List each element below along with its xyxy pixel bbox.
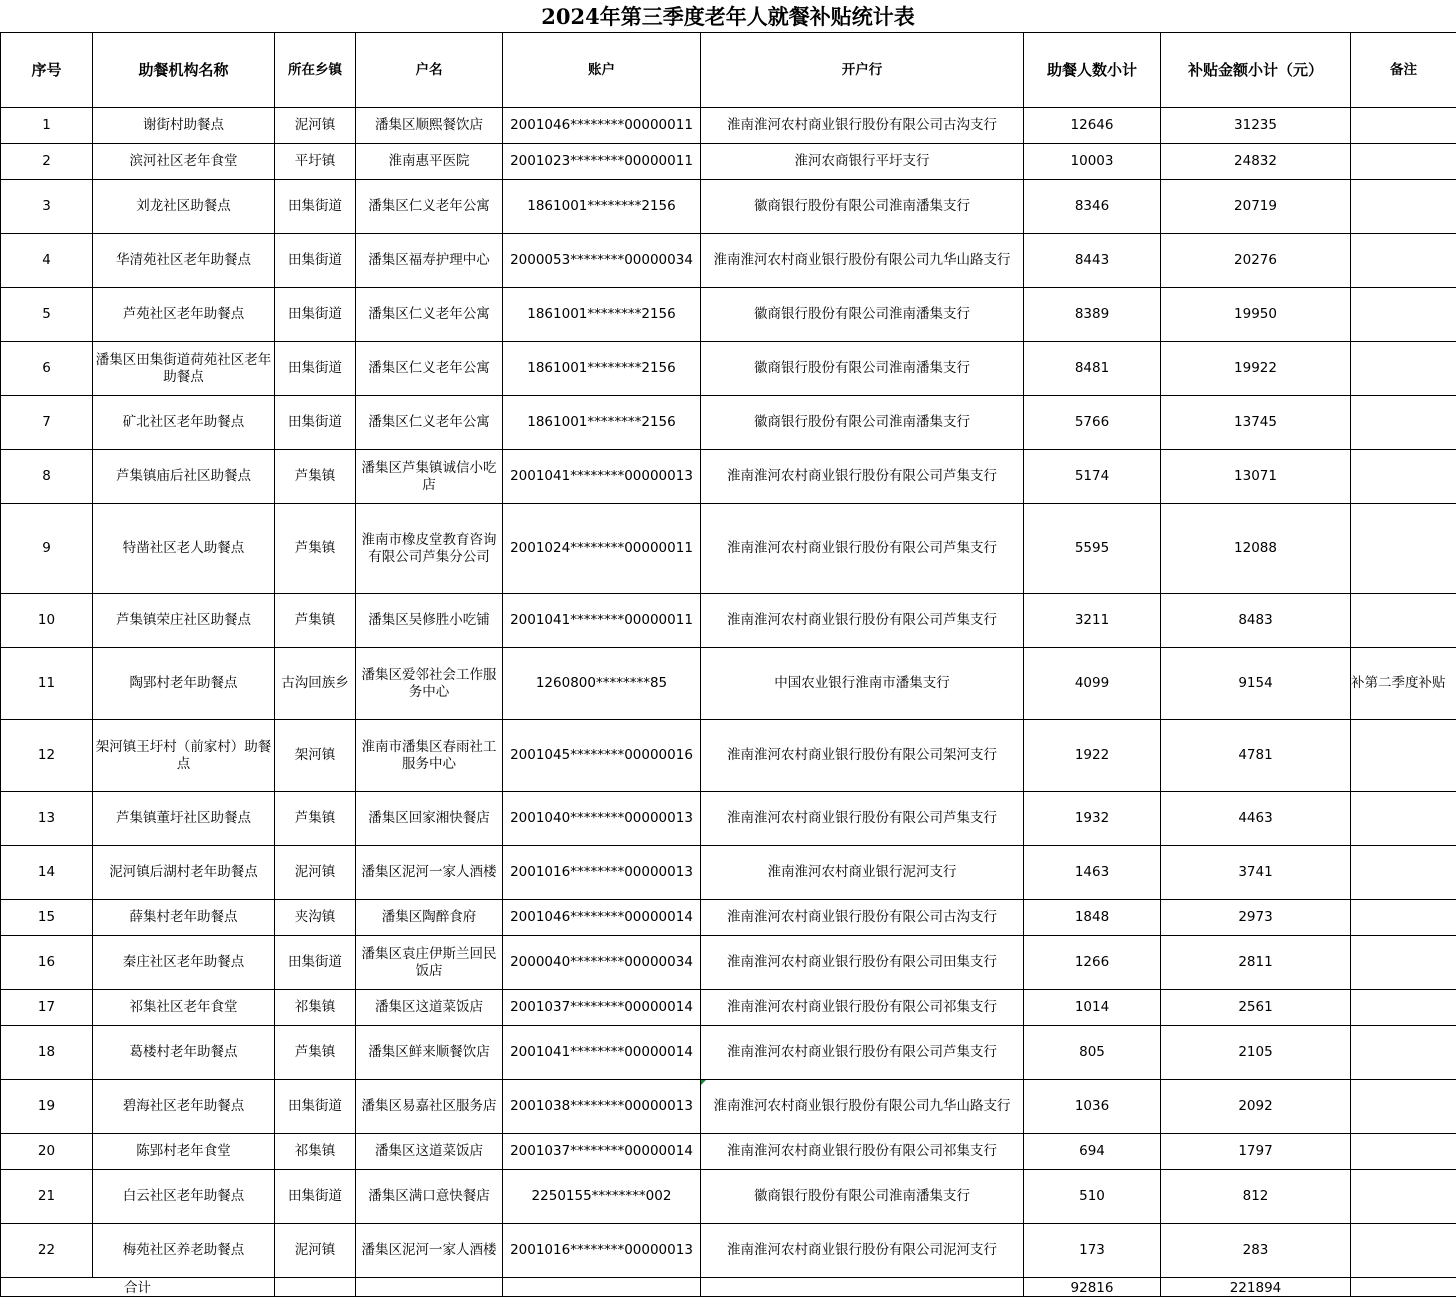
people-cell: 8346 xyxy=(1024,180,1161,234)
seq-cell: 7 xyxy=(1,396,93,450)
account-name-cell: 潘集区易嘉社区服务店 xyxy=(356,1080,503,1134)
amount-cell: 2105 xyxy=(1161,1026,1351,1080)
account-cell: 2001016********00000013 xyxy=(503,1224,701,1278)
account-cell: 2000040********00000034 xyxy=(503,936,701,990)
amount-cell: 20719 xyxy=(1161,180,1351,234)
account-name-cell: 潘集区这道菜饭店 xyxy=(356,990,503,1026)
bank-cell: 淮南淮河农村商业银行股份有限公司祁集支行 xyxy=(701,1134,1024,1170)
people-cell: 1848 xyxy=(1024,900,1161,936)
seq-cell: 11 xyxy=(1,648,93,720)
township-cell: 田集街道 xyxy=(275,180,356,234)
amount-cell: 3741 xyxy=(1161,846,1351,900)
bank-cell: 淮南淮河农村商业银行股份有限公司芦集支行 xyxy=(701,594,1024,648)
table-row xyxy=(1,504,1456,594)
table-row xyxy=(1,234,1456,288)
people-cell: 5174 xyxy=(1024,450,1161,504)
account-name-cell: 淮南市潘集区春雨社工服务中心 xyxy=(356,720,503,792)
remark-cell xyxy=(1351,396,1456,450)
account-cell: 2001037********00000014 xyxy=(503,990,701,1026)
bank-cell: 淮南淮河农村商业银行股份有限公司芦集支行 xyxy=(701,450,1024,504)
people-cell: 173 xyxy=(1024,1224,1161,1278)
remark-cell xyxy=(1351,846,1456,900)
seq-cell: 1 xyxy=(1,108,93,144)
seq-cell: 10 xyxy=(1,594,93,648)
account-name-cell: 潘集区仁义老年公寓 xyxy=(356,342,503,396)
remark-cell xyxy=(1351,594,1456,648)
seq-cell: 14 xyxy=(1,846,93,900)
account-name-cell: 潘集区满口意快餐店 xyxy=(356,1170,503,1224)
people-cell: 8389 xyxy=(1024,288,1161,342)
total-people: 92816 xyxy=(1024,1278,1161,1297)
remark-cell xyxy=(1351,342,1456,396)
org-name-cell: 碧海社区老年助餐点 xyxy=(93,1080,275,1134)
township-cell: 祁集镇 xyxy=(275,990,356,1026)
township-cell: 田集街道 xyxy=(275,234,356,288)
seq-cell: 18 xyxy=(1,1026,93,1080)
amount-cell: 2561 xyxy=(1161,990,1351,1026)
bank-cell: 淮南淮河农村商业银行泥河支行 xyxy=(701,846,1024,900)
account-name-cell: 潘集区仁义老年公寓 xyxy=(356,396,503,450)
people-cell: 805 xyxy=(1024,1026,1161,1080)
header-amount: 补贴金额小计（元） xyxy=(1161,33,1351,108)
amount-cell: 31235 xyxy=(1161,108,1351,144)
account-cell: 2001041********00000014 xyxy=(503,1026,701,1080)
bank-cell: 淮南淮河农村商业银行股份有限公司田集支行 xyxy=(701,936,1024,990)
account-cell: 1861001********2156 xyxy=(503,180,701,234)
township-cell: 田集街道 xyxy=(275,396,356,450)
table-row xyxy=(1,396,1456,450)
remark-cell xyxy=(1351,990,1456,1026)
people-cell: 8443 xyxy=(1024,234,1161,288)
table-row xyxy=(1,594,1456,648)
seq-cell: 20 xyxy=(1,1134,93,1170)
org-name-cell: 刘龙社区助餐点 xyxy=(93,180,275,234)
table-row xyxy=(1,720,1456,792)
amount-cell: 19950 xyxy=(1161,288,1351,342)
account-cell: 2001040********00000013 xyxy=(503,792,701,846)
org-name-cell: 梅苑社区养老助餐点 xyxy=(93,1224,275,1278)
township-cell: 田集街道 xyxy=(275,936,356,990)
bank-cell: 淮南淮河农村商业银行股份有限公司九华山路支行 xyxy=(701,1080,1024,1134)
org-name-cell: 芦集镇庙后社区助餐点 xyxy=(93,450,275,504)
remark-cell xyxy=(1351,1134,1456,1170)
table-row xyxy=(1,648,1456,720)
township-cell: 泥河镇 xyxy=(275,1224,356,1278)
account-name-cell: 潘集区鲜来顺餐饮店 xyxy=(356,1026,503,1080)
people-cell: 1036 xyxy=(1024,1080,1161,1134)
bank-cell: 徽商银行股份有限公司淮南潘集支行 xyxy=(701,1170,1024,1224)
subsidy-table xyxy=(0,32,1456,1297)
account-name-cell: 潘集区泥河一家人酒楼 xyxy=(356,846,503,900)
township-cell: 田集街道 xyxy=(275,1080,356,1134)
people-cell: 5766 xyxy=(1024,396,1161,450)
amount-cell: 12088 xyxy=(1161,504,1351,594)
township-cell: 芦集镇 xyxy=(275,450,356,504)
people-cell: 1463 xyxy=(1024,846,1161,900)
remark-cell xyxy=(1351,1224,1456,1278)
total-amount: 221894 xyxy=(1161,1278,1351,1297)
account-cell: 2001016********00000013 xyxy=(503,846,701,900)
amount-cell: 13745 xyxy=(1161,396,1351,450)
org-name-cell: 芦集镇荣庄社区助餐点 xyxy=(93,594,275,648)
township-cell: 古沟回族乡 xyxy=(275,648,356,720)
account-cell: 1861001********2156 xyxy=(503,396,701,450)
total-empty-cell xyxy=(356,1278,503,1297)
total-row xyxy=(1,1278,1456,1297)
seq-cell: 5 xyxy=(1,288,93,342)
seq-cell: 8 xyxy=(1,450,93,504)
table-row xyxy=(1,900,1456,936)
amount-cell: 812 xyxy=(1161,1170,1351,1224)
amount-cell: 24832 xyxy=(1161,144,1351,180)
bank-cell: 徽商银行股份有限公司淮南潘集支行 xyxy=(701,342,1024,396)
table-row xyxy=(1,144,1456,180)
account-cell: 1260800********85 xyxy=(503,648,701,720)
seq-cell: 4 xyxy=(1,234,93,288)
people-cell: 4099 xyxy=(1024,648,1161,720)
township-cell: 祁集镇 xyxy=(275,1134,356,1170)
header-township: 所在乡镇 xyxy=(275,33,356,108)
account-name-cell: 淮南市橡皮堂教育咨询有限公司芦集分公司 xyxy=(356,504,503,594)
account-name-cell: 潘集区吴修胜小吃铺 xyxy=(356,594,503,648)
bank-cell: 淮南淮河农村商业银行股份有限公司祁集支行 xyxy=(701,990,1024,1026)
org-name-cell: 秦庄社区老年助餐点 xyxy=(93,936,275,990)
account-cell: 2001041********00000011 xyxy=(503,594,701,648)
account-cell: 2001046********00000014 xyxy=(503,900,701,936)
amount-cell: 13071 xyxy=(1161,450,1351,504)
account-name-cell: 潘集区仁义老年公寓 xyxy=(356,288,503,342)
seq-cell: 12 xyxy=(1,720,93,792)
header-row xyxy=(1,33,1456,108)
amount-cell: 2092 xyxy=(1161,1080,1351,1134)
township-cell: 平圩镇 xyxy=(275,144,356,180)
account-cell: 2001045********00000016 xyxy=(503,720,701,792)
account-name-cell: 潘集区仁义老年公寓 xyxy=(356,180,503,234)
table-row xyxy=(1,450,1456,504)
bank-cell: 淮南淮河农村商业银行股份有限公司泥河支行 xyxy=(701,1224,1024,1278)
amount-cell: 2811 xyxy=(1161,936,1351,990)
bank-cell: 淮南淮河农村商业银行股份有限公司芦集支行 xyxy=(701,1026,1024,1080)
township-cell: 泥河镇 xyxy=(275,108,356,144)
amount-cell: 9154 xyxy=(1161,648,1351,720)
remark-cell xyxy=(1351,792,1456,846)
total-empty-cell xyxy=(1351,1278,1456,1297)
account-name-cell: 潘集区这道菜饭店 xyxy=(356,1134,503,1170)
remark-cell xyxy=(1351,936,1456,990)
account-name-cell: 潘集区福寿护理中心 xyxy=(356,234,503,288)
account-cell: 2001023********00000011 xyxy=(503,144,701,180)
header-remark: 备注 xyxy=(1351,33,1456,108)
bank-cell: 淮南淮河农村商业银行股份有限公司古沟支行 xyxy=(701,108,1024,144)
township-cell: 田集街道 xyxy=(275,288,356,342)
township-cell: 泥河镇 xyxy=(275,846,356,900)
header-org-name: 助餐机构名称 xyxy=(93,33,275,108)
header-people: 助餐人数小计 xyxy=(1024,33,1161,108)
header-account-name: 户名 xyxy=(356,33,503,108)
org-name-cell: 谢街村助餐点 xyxy=(93,108,275,144)
org-name-cell: 薛集村老年助餐点 xyxy=(93,900,275,936)
account-name-cell: 淮南惠平医院 xyxy=(356,144,503,180)
people-cell: 10003 xyxy=(1024,144,1161,180)
remark-cell xyxy=(1351,108,1456,144)
total-label: 合计 xyxy=(1,1278,275,1297)
remark-cell xyxy=(1351,720,1456,792)
bank-cell: 淮南淮河农村商业银行股份有限公司古沟支行 xyxy=(701,900,1024,936)
account-name-cell: 潘集区陶醉食府 xyxy=(356,900,503,936)
seq-cell: 2 xyxy=(1,144,93,180)
account-cell: 2001046********00000011 xyxy=(503,108,701,144)
remark-cell xyxy=(1351,180,1456,234)
bank-cell: 淮南淮河农村商业银行股份有限公司架河支行 xyxy=(701,720,1024,792)
table-row xyxy=(1,1224,1456,1278)
people-cell: 1266 xyxy=(1024,936,1161,990)
table-title: 2024年第三季度老年人就餐补贴统计表 xyxy=(541,4,915,29)
amount-cell: 20276 xyxy=(1161,234,1351,288)
account-cell: 2000053********00000034 xyxy=(503,234,701,288)
account-cell: 2001024********00000011 xyxy=(503,504,701,594)
org-name-cell: 陶郢村老年助餐点 xyxy=(93,648,275,720)
bank-cell: 淮河农商银行平圩支行 xyxy=(701,144,1024,180)
table-row xyxy=(1,990,1456,1026)
bank-cell: 淮南淮河农村商业银行股份有限公司芦集支行 xyxy=(701,504,1024,594)
people-cell: 8481 xyxy=(1024,342,1161,396)
amount-cell: 1797 xyxy=(1161,1134,1351,1170)
bank-cell: 徽商银行股份有限公司淮南潘集支行 xyxy=(701,288,1024,342)
org-name-cell: 矿北社区老年助餐点 xyxy=(93,396,275,450)
org-name-cell: 滨河社区老年食堂 xyxy=(93,144,275,180)
seq-cell: 13 xyxy=(1,792,93,846)
account-name-cell: 潘集区芦集镇诚信小吃店 xyxy=(356,450,503,504)
org-name-cell: 芦苑社区老年助餐点 xyxy=(93,288,275,342)
township-cell: 夹沟镇 xyxy=(275,900,356,936)
amount-cell: 4463 xyxy=(1161,792,1351,846)
total-empty-cell xyxy=(275,1278,356,1297)
remark-cell xyxy=(1351,234,1456,288)
account-name-cell: 潘集区顺熙餐饮店 xyxy=(356,108,503,144)
remark-cell xyxy=(1351,1080,1456,1134)
amount-cell: 8483 xyxy=(1161,594,1351,648)
remark-cell xyxy=(1351,288,1456,342)
seq-cell: 3 xyxy=(1,180,93,234)
remark-cell xyxy=(1351,144,1456,180)
org-name-cell: 潘集区田集街道荷苑社区老年助餐点 xyxy=(93,342,275,396)
seq-cell: 16 xyxy=(1,936,93,990)
table-row xyxy=(1,1026,1456,1080)
seq-cell: 6 xyxy=(1,342,93,396)
table-row xyxy=(1,936,1456,990)
org-name-cell: 华清苑社区老年助餐点 xyxy=(93,234,275,288)
people-cell: 3211 xyxy=(1024,594,1161,648)
bank-cell: 中国农业银行淮南市潘集支行 xyxy=(701,648,1024,720)
township-cell: 芦集镇 xyxy=(275,792,356,846)
township-cell: 田集街道 xyxy=(275,1170,356,1224)
seq-cell: 21 xyxy=(1,1170,93,1224)
bank-cell: 徽商银行股份有限公司淮南潘集支行 xyxy=(701,396,1024,450)
township-cell: 芦集镇 xyxy=(275,594,356,648)
table-row xyxy=(1,1080,1456,1134)
table-row xyxy=(1,1170,1456,1224)
org-name-cell: 特凿社区老人助餐点 xyxy=(93,504,275,594)
table-row xyxy=(1,108,1456,144)
org-name-cell: 芦集镇董圩社区助餐点 xyxy=(93,792,275,846)
people-cell: 5595 xyxy=(1024,504,1161,594)
seq-cell: 15 xyxy=(1,900,93,936)
account-cell: 2001037********00000014 xyxy=(503,1134,701,1170)
org-name-cell: 架河镇王圩村（前家村）助餐点 xyxy=(93,720,275,792)
org-name-cell: 白云社区老年助餐点 xyxy=(93,1170,275,1224)
seq-cell: 22 xyxy=(1,1224,93,1278)
seq-cell: 17 xyxy=(1,990,93,1026)
seq-cell: 9 xyxy=(1,504,93,594)
table-row xyxy=(1,288,1456,342)
township-cell: 芦集镇 xyxy=(275,504,356,594)
people-cell: 12646 xyxy=(1024,108,1161,144)
cell-comment-marker-icon xyxy=(701,1080,706,1085)
people-cell: 1932 xyxy=(1024,792,1161,846)
township-cell: 架河镇 xyxy=(275,720,356,792)
account-name-cell: 潘集区袁庄伊斯兰回民饭店 xyxy=(356,936,503,990)
account-name-cell: 潘集区泥河一家人酒楼 xyxy=(356,1224,503,1278)
bank-cell: 淮南淮河农村商业银行股份有限公司芦集支行 xyxy=(701,792,1024,846)
amount-cell: 4781 xyxy=(1161,720,1351,792)
table-row xyxy=(1,180,1456,234)
account-cell: 2001041********00000013 xyxy=(503,450,701,504)
account-cell: 2001038********00000013 xyxy=(503,1080,701,1134)
people-cell: 694 xyxy=(1024,1134,1161,1170)
bank-cell: 徽商银行股份有限公司淮南潘集支行 xyxy=(701,180,1024,234)
amount-cell: 2973 xyxy=(1161,900,1351,936)
account-cell: 2250155********002 xyxy=(503,1170,701,1224)
remark-cell xyxy=(1351,1026,1456,1080)
remark-cell xyxy=(1351,450,1456,504)
amount-cell: 283 xyxy=(1161,1224,1351,1278)
table-row xyxy=(1,846,1456,900)
people-cell: 1014 xyxy=(1024,990,1161,1026)
header-seq: 序号 xyxy=(1,33,93,108)
bank-cell: 淮南淮河农村商业银行股份有限公司九华山路支行 xyxy=(701,234,1024,288)
total-empty-cell xyxy=(503,1278,701,1297)
remark-cell xyxy=(1351,1170,1456,1224)
org-name-cell: 陈郢村老年食堂 xyxy=(93,1134,275,1170)
table-row xyxy=(1,1134,1456,1170)
township-cell: 田集街道 xyxy=(275,342,356,396)
total-empty-cell xyxy=(701,1278,1024,1297)
remark-cell: 补第二季度补贴 xyxy=(1351,648,1456,720)
township-cell: 芦集镇 xyxy=(275,1026,356,1080)
org-name-cell: 泥河镇后湖村老年助餐点 xyxy=(93,846,275,900)
seq-cell: 19 xyxy=(1,1080,93,1134)
table-row xyxy=(1,342,1456,396)
account-name-cell: 潘集区回家湘快餐店 xyxy=(356,792,503,846)
account-cell: 1861001********2156 xyxy=(503,342,701,396)
org-name-cell: 葛楼村老年助餐点 xyxy=(93,1026,275,1080)
people-cell: 510 xyxy=(1024,1170,1161,1224)
amount-cell: 19922 xyxy=(1161,342,1351,396)
remark-cell xyxy=(1351,504,1456,594)
header-account: 账户 xyxy=(503,33,701,108)
table-row xyxy=(1,792,1456,846)
account-name-cell: 潘集区爱邻社会工作服务中心 xyxy=(356,648,503,720)
account-cell: 1861001********2156 xyxy=(503,288,701,342)
remark-cell xyxy=(1351,900,1456,936)
header-bank: 开户行 xyxy=(701,33,1024,108)
org-name-cell: 祁集社区老年食堂 xyxy=(93,990,275,1026)
people-cell: 1922 xyxy=(1024,720,1161,792)
